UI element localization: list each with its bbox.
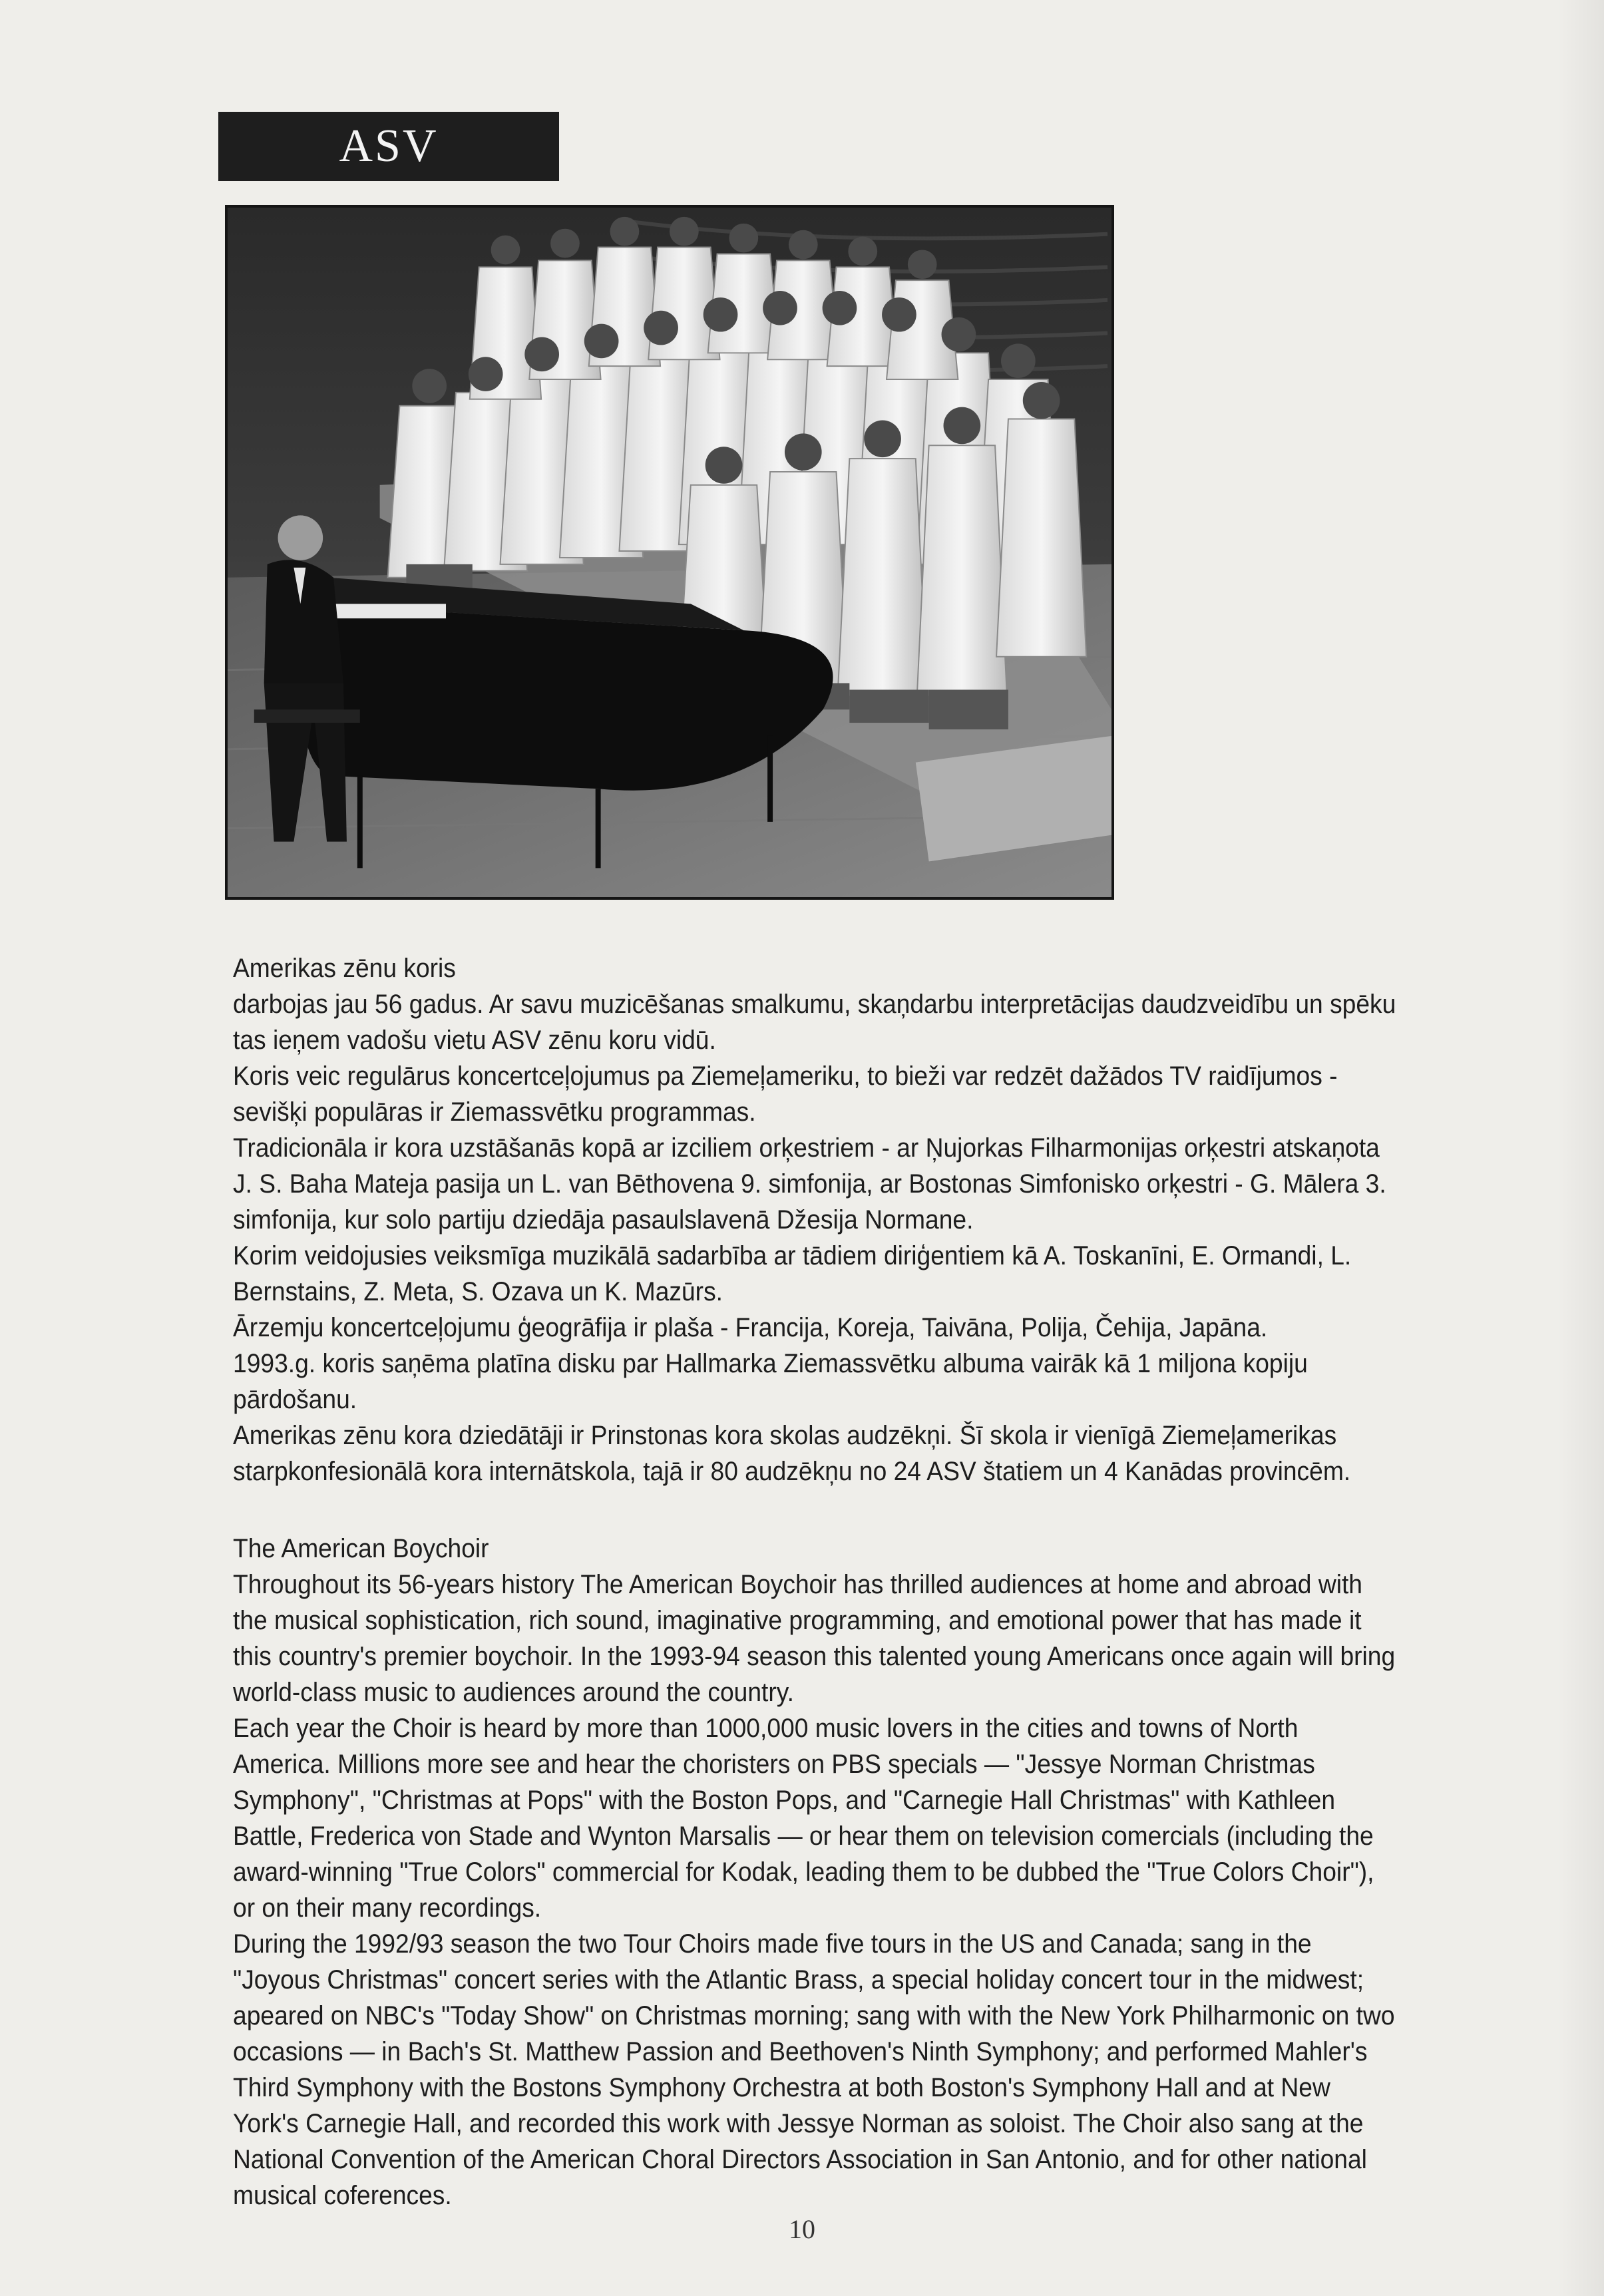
- latvian-paragraph: Ārzemju koncertceļojumu ģeogrāfija ir plaša - Francija, Koreja, Taivāna, Polija, Čehija, Japāna.: [233, 1313, 1268, 1342]
- latvian-heading: Amerikas zēnu koris: [233, 954, 456, 983]
- latvian-paragraph: Tradicionāla ir kora uzstāšanās kopā ar izciliem orķestriem - ar Ņujorkas Filharmonijas orķestri atskaņota J. S. Baha Mateja pasija un L. van Bēthovena 9. simfonija, ar Bostonas Simfonisko orķestri - G. Mālera 3. simfonija, kur solo partiju dziedāja pasaulslavenā Džesija Normane.: [233, 1133, 1386, 1235]
- english-text: [233, 1531, 1396, 2213]
- english-heading: The American Boychoir: [233, 1534, 489, 1563]
- choir-photo: [225, 205, 1114, 900]
- english-paragraph: Each year the Choir is heard by more than 1000,000 music lovers in the cities and towns of North America. Millions more see and hear the choristers on PBS specials — "Jessye Norman Christmas Symphony", "Christmas at Pops" with the Boston Pops, and "Carnegie Hall Christmas" with Kathleen Battle, Frederica von Stade and Wynton Marsalis — or hear them on television comercials (including the award-winning "True Colors" commercial for Kodak, leading them to be dubbed the "True Colors Choir"), or on their many recordings.: [233, 1714, 1374, 1923]
- country-label: ASV: [339, 120, 439, 172]
- page-edge-shadow: [1557, 0, 1604, 2296]
- latvian-text: [233, 950, 1396, 1489]
- page-number: 10: [789, 2214, 815, 2244]
- latvian-paragraph: Amerikas zēnu kora dziedātāji ir Prinstonas kora skolas audzēkņi. Šī skola ir vienīgā Ziemeļamerikas starpkonfesionālā kora internātskola, tajā ir 80 audzēkņu no 24 ASV štatiem un 4 Kanādas provincēm.: [233, 1421, 1351, 1486]
- latvian-paragraph: 1993.g. koris saņēma platīna disku par Hallmarka Ziemassvētku albuma vairāk kā 1 miljona kopiju pārdošanu.: [233, 1349, 1308, 1414]
- latvian-paragraph: Korim veidojusies veiksmīga muzikālā sadarbība ar tādiem diriģentiem kā A. Toskanīni, E. Ormandi, L. Bernstains, Z. Meta, S. Ozava un K. Mazūrs.: [233, 1241, 1352, 1306]
- english-paragraph: During the 1992/93 season the two Tour Choirs made five tours in the US and Canada; sang in the "Joyous Christmas" concert series with the Atlantic Brass, a special holiday concert tour in the midwest; apeared on NBC's "Today Show" on Christmas morning; sang with with the New York Philharmonic on two occasions — in Bach's St. Matthew Passion and Beethoven's Ninth Symphony; and performed Mahler's Third Symphony with the Bostons Symphony Orchestra at both Boston's Symphony Hall and at New York's Carnegie Hall, and recorded this work with Jessye Norman as soloist. The Choir also sang at the National Convention of the American Choral Directors Association in San Antonio, and for other national musical coferences.: [233, 1929, 1395, 2210]
- latvian-paragraph: Koris veic regulārus koncertceļojumus pa Ziemeļameriku, to bieži var redzēt dažādos TV raidījumos - sevišķi populāras ir Ziemassvētku programmas.: [233, 1061, 1338, 1127]
- latvian-paragraph: darbojas jau 56 gadus. Ar savu muzicēšanas smalkumu, skaņdarbu interpretācijas daudzveidību un spēku tas ieņem vadošu vietu ASV zēnu koru vidū.: [233, 990, 1396, 1055]
- choir-photo-illustration: [228, 208, 1111, 897]
- english-paragraph: Throughout its 56-years history The American Boychoir has thrilled audiences at home and abroad with the musical sophistication, rich sound, imaginative programming, and emotional power that has made it this country's premier boychoir. In the 1993-94 season this talented young Americans once again will bring world-class music to audiences around the country.: [233, 1570, 1396, 1707]
- country-badge: [218, 112, 559, 181]
